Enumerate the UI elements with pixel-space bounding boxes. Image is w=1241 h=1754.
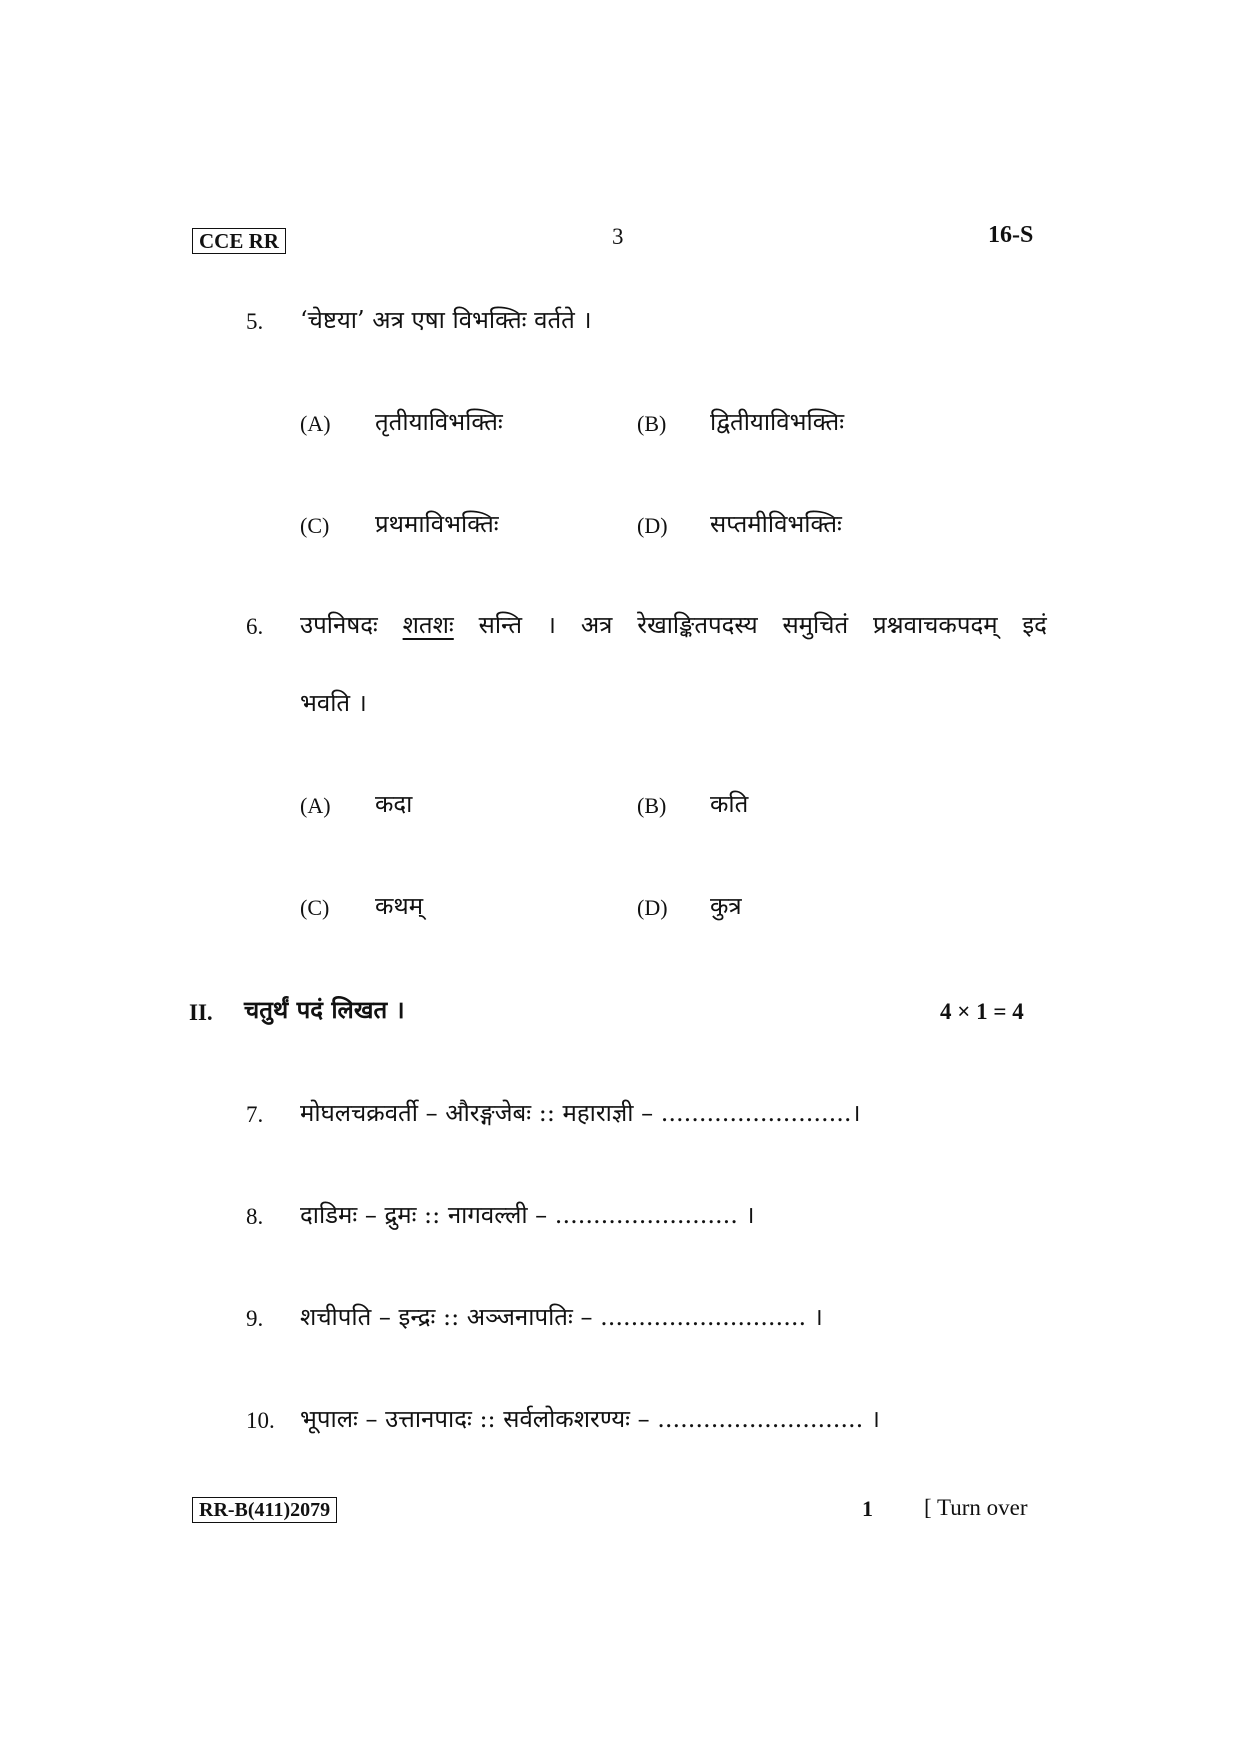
q6-option-a-text: कदा xyxy=(375,790,413,818)
header-left-code: CCE RR xyxy=(192,228,286,254)
q5-option-a-label: (A) xyxy=(300,411,331,436)
q6-number: 6. xyxy=(246,614,264,639)
q6-option-d-text: कुत्र xyxy=(710,892,742,920)
q6-option-c-label: (C) xyxy=(300,895,330,920)
q6-word-7: समुचितं xyxy=(782,611,849,639)
q5-number: 5. xyxy=(246,309,264,334)
q10-number: 10. xyxy=(246,1408,275,1433)
section-roman-numeral: II. xyxy=(189,1000,213,1025)
q6-option-a-label: (A) xyxy=(300,793,331,818)
q10-text: भूपालः – उत्तानपादः :: सर्वलोकशरण्यः – ........................... । xyxy=(300,1405,880,1433)
q6-option-b-label: (B) xyxy=(637,793,667,818)
q5-option-d-label: (D) xyxy=(637,513,668,538)
q5-option-d-text: सप्तमीविभक्तिः xyxy=(710,510,842,538)
q7-number: 7. xyxy=(246,1102,264,1127)
q6-line1 xyxy=(300,610,1047,640)
q6-danda: । xyxy=(546,611,557,639)
q8-text: दाडिमः – द्रुमः :: नागवल्ली – ........................ । xyxy=(300,1201,755,1229)
q8-number: 8. xyxy=(246,1204,264,1229)
q5-option-b-label: (B) xyxy=(637,411,667,436)
header-page-number: 3 xyxy=(612,224,624,249)
q6-line2: भवति । xyxy=(300,689,367,717)
q9-text: शचीपति – इन्द्रः :: अञ्जनापतिः – ........................... । xyxy=(300,1303,823,1331)
q6-underlined-word: शतशः xyxy=(402,611,454,639)
q6-word-1: उपनिषदः xyxy=(300,611,378,639)
footer-turn-over: [ Turn over xyxy=(924,1495,1028,1520)
q6-option-c-text: कथम् xyxy=(375,892,424,920)
q6-word-8: प्रश्नवाचकपदम् xyxy=(872,611,998,639)
q5-option-c-text: प्रथमाविभक्तिः xyxy=(375,510,499,538)
q6-word-5: अत्र xyxy=(580,611,613,639)
q5-text: ‘चेष्टया’ अत्र एषा विभक्तिः वर्तते । xyxy=(300,306,592,334)
q5-option-a-text: तृतीयाविभक्तिः xyxy=(375,408,503,436)
q6-option-b-text: कति xyxy=(710,790,749,818)
section-title: चतुर्थं पदं लिखत । xyxy=(244,995,405,1024)
footer-left-code: RR-B(411)2079 xyxy=(192,1497,337,1523)
q6-word-9: इदं xyxy=(1022,611,1047,639)
q9-number: 9. xyxy=(246,1306,264,1331)
q5-option-c-label: (C) xyxy=(300,513,330,538)
footer-page-marker: 1 xyxy=(862,1496,873,1521)
q6-word-3: सन्ति xyxy=(478,611,523,639)
header-right-code: 16-S xyxy=(988,222,1034,248)
section-marks: 4 × 1 = 4 xyxy=(940,999,1024,1024)
q6-word-6: रेखाङ्कितपदस्य xyxy=(637,611,758,639)
q5-option-b-text: द्वितीयाविभक्तिः xyxy=(710,408,845,436)
q7-text: मोघलचक्रवर्ती – औरङ्गजेबः :: महाराज्ञी – .........................। xyxy=(300,1099,861,1127)
q6-option-d-label: (D) xyxy=(637,895,668,920)
